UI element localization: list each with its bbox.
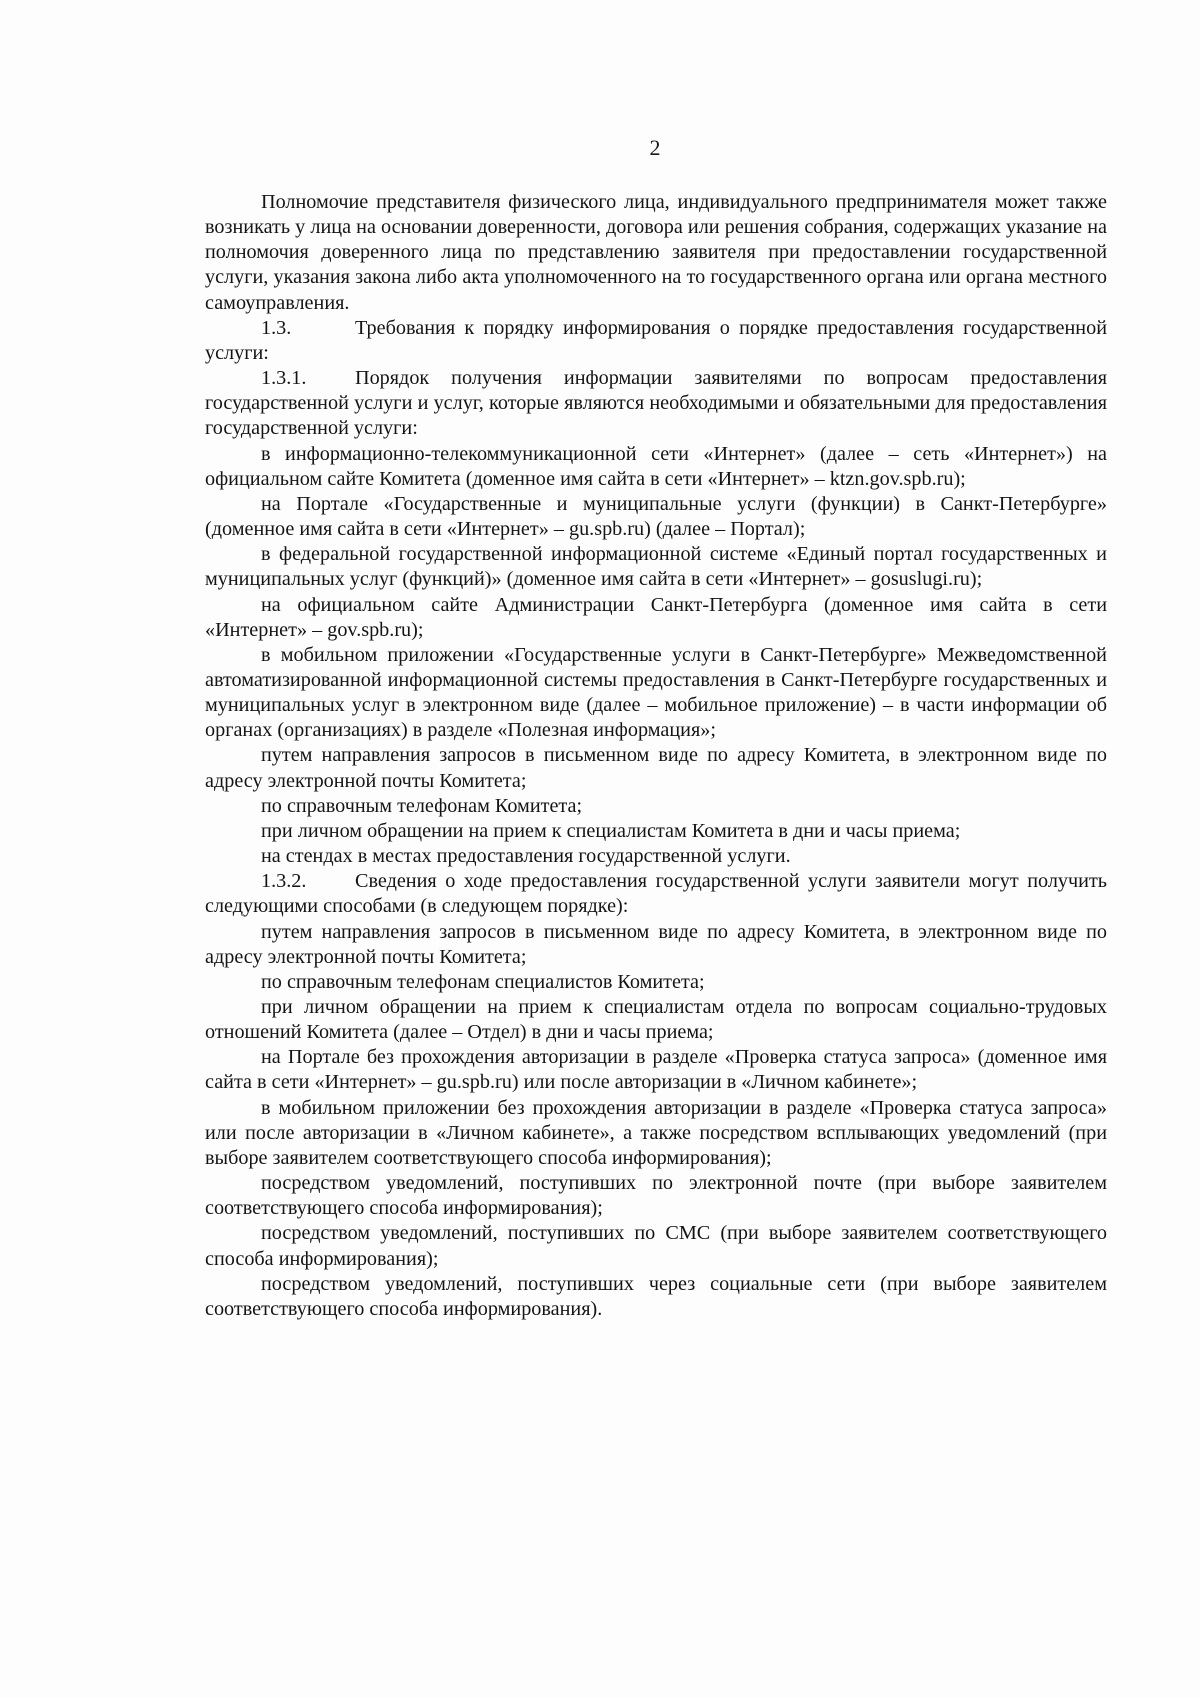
list-item-text: в мобильном приложении без прохождения авторизации в разделе «Проверка статуса запроса» или после авторизации в «Личном кабинете», а также посредством всплывающих уведомлений (при выборе заявителем соответствующего способа информирования); [205,1096,1107,1169]
list-item [205,492,1107,542]
list-item-text: путем направления запросов в письменном виде по адресу Комитета, в электронном виде по адресу электронной почты Комитета; [205,744,1107,792]
list-item-text: при личном обращении на прием к специалистам отдела по вопросам социально-трудовых отношений Комитета (далее – Отдел) в дни и часы приема; [205,996,1107,1044]
section-number: 1.3. [261,316,292,339]
list-item [205,593,1107,643]
list-item-text: на Портале «Государственные и муниципальные услуги (функции) в Санкт-Петербурге» (доменное имя сайта в сети «Интернет» – gu.spb.ru) (далее – Портал); [205,492,1107,541]
list-item [205,1045,1107,1095]
list-item-text: на официальном сайте Администрации Санкт-Петербурга (доменное имя сайта в сети «Интернет» – gov.spb.ru); [205,593,1107,641]
list-item [205,1272,1107,1322]
list-item [205,970,1107,995]
page-number: 2 [649,135,661,160]
paragraph-representative-authority [205,190,1107,316]
list-item-text: по справочным телефонам специалистов Комитета; [261,970,705,993]
list-item [205,1221,1107,1271]
list-item [205,819,1107,844]
list-item-text: путем направления запросов в письменном виде по адресу Комитета, в электронном виде по адресу электронной почты Комитета; [205,920,1107,968]
list-item-text: на стендах в местах предоставления государственной услуги. [261,845,791,868]
paragraph-text: Полномочие представителя физического лица, индивидуального предпринимателя может также возникать у лица на основании доверенности, договора или решения собрания, содержащих указание на полномочия доверенного лица по представлению заявителя при предоставлении государственной услуги, указания закона либо акта уполномоченного на то государственного органа или органа местного самоуправления. [205,191,1107,314]
list-item-text: посредством уведомлений, поступивших по СМС (при выборе заявителем соответствующего способа информирования); [205,1222,1107,1270]
section-text: Сведения о ходе предоставления государственной услуги заявители могут получить следующими способами (в следующем порядке): [205,870,1107,918]
list-item [205,920,1107,970]
list-item-text: в мобильном приложении «Государственные услуги в Санкт-Петербурге» Межведомственной автоматизированной информационной системы предоставления в Санкт-Петербурге государственных и муниципальных услуг в электронном виде (далее – мобильное приложение) – в части информации об органах (организациях) в разделе «Полезная информация»; [205,643,1107,742]
list-item-text: в федеральной государственной информационной системе «Единый портал государственных и муниципальных услуг (функций)» (доменное имя сайта в сети «Интернет» – gosuslugi.ru); [205,543,1107,591]
section-text: Порядок получения информации заявителями по вопросам предоставления государственной услуги и услуг, которые являются необходимыми и обязательными для предоставления государственной услуги: [205,367,1107,440]
list-item [205,844,1107,869]
list-item [205,643,1107,744]
section-1-3-1 [205,366,1107,441]
list-item [205,995,1107,1045]
section-number: 1.3.1. [261,367,307,390]
list-item-text: по справочным телефонам Комитета; [261,794,583,817]
list-item-text: в информационно-телекоммуникационной сети «Интернет» (далее – сеть «Интернет») на официальном сайте Комитета (доменное имя сайта в сети «Интернет» – ktzn.gov.spb.ru); [205,442,1107,490]
list-item [205,1096,1107,1171]
list-item [205,794,1107,819]
section-1-3-2 [205,869,1107,919]
section-1-3 [205,316,1107,366]
section-number: 1.3.2. [261,870,307,893]
list-item-text: посредством уведомлений, поступивших по электронной почте (при выборе заявителем соответствующего способа информирования); [205,1172,1107,1220]
list-item-text: посредством уведомлений, поступивших через социальные сети (при выборе заявителем соответствующего способа информирования). [205,1272,1107,1320]
list-item [205,743,1107,793]
list-item [205,442,1107,492]
section-text: Требования к порядку информирования о порядке предоставления государственной услуги: [205,316,1107,364]
list-item-text: при личном обращении на прием к специалистам Комитета в дни и часы приема; [261,819,961,842]
list-item [205,1171,1107,1221]
list-item-text: на Портале без прохождения авторизации в разделе «Проверка статуса запроса» (доменное имя сайта в сети «Интернет» – gu.spb.ru) или после авторизации в «Личном кабинете»; [205,1046,1107,1094]
list-item [205,542,1107,592]
document-body [205,190,1107,1322]
